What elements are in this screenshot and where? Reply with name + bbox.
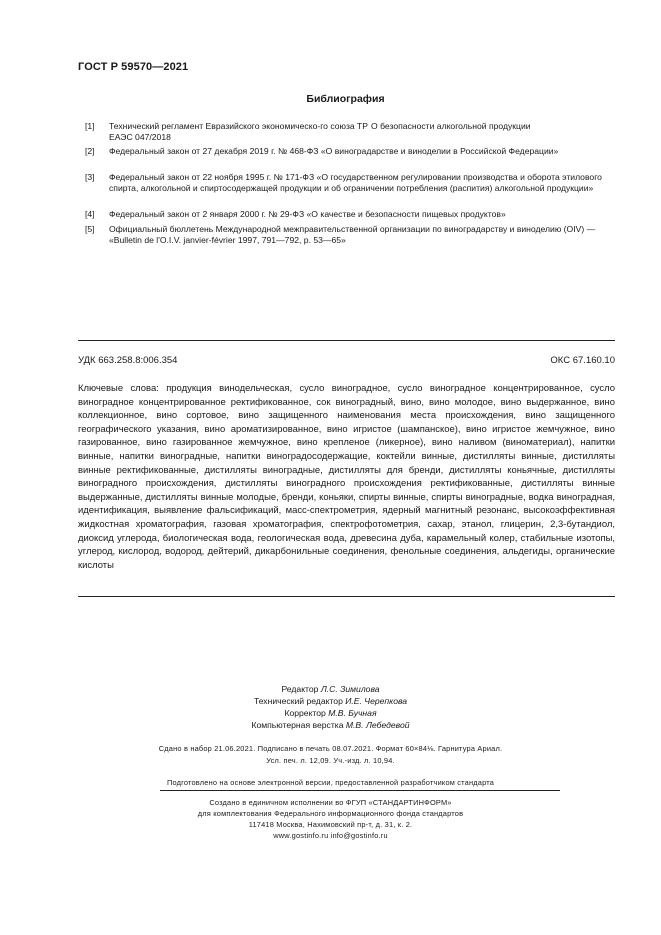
publisher-web: www.gostinfo.ru info@gostinfo.ru [273,831,388,840]
ref-number: [4] [85,209,95,219]
credit-line [0,719,661,731]
ref-number: [3] [85,172,95,182]
ref-text: Технический регламент Евразийского экономическо-го союза ТР ЕАЭС 047/2018 [109,121,369,142]
bibliography-entry [85,172,625,194]
imprint-line: Сдано в набор 21.06.2021. Подписано в печать 08.07.2021. Формат 60×84⅛. Гарнитура Ариал. [158,744,503,753]
standard-designation: ГОСТ Р 59570—2021 [78,61,189,73]
credit-line [0,695,661,707]
ref-number: [5] [85,224,95,234]
publisher-line: для комплектования Федерального информационного фонда стандартов [197,809,464,818]
separator-line [160,790,560,791]
separator-line [78,596,615,597]
bibliography-entry [85,146,625,157]
ref-text: Федеральный закон от 27 декабря 2019 г. № 468-ФЗ «О виноградарстве и виноделии в Российской Федерации» [109,146,559,156]
credit-name: М.В. Лебедевой [345,720,410,730]
credit-name: И.Е. Черепкова [345,696,408,706]
credit-name: М.В. Бучная [328,708,377,718]
separator-line [78,340,615,341]
udc-code: УДК 663.258.8:006.354 [78,355,178,366]
bibliography-entry [85,224,625,246]
bibliography-entry [85,209,625,220]
publisher-line: Создано в единичном исполнении во ФГУП «СТАНДАРТИНФОРМ» [209,798,452,807]
bibliography-title: Библиография [306,93,385,105]
keywords-paragraph: Ключевые слова: продукция винодельческая, сусло виноградное, сусло виноградное концентрированное, сусло виноградное концентрированное ректификованное, сок виноградный, вино, вино молодое, вино выдержанное, вино коллекционное, вино сортовое, вино защищенного наименования места происхождения, вино защищенного географического указания, вино ароматизированное, вино игристое (шампанское), вино игристое жемчужное, вино газированное, вино газированное жемчужное, вино крепленое (ликерное), вино наливом (виноматериал), напитки винные, напитки виноградные, напитки виноградосодержащие, коктейли винные, дистилляты винные, дистилляты винные ректификованные, дистилляты виноградные, дистилляты для бренди, дистилляты коньячные, дистилляты винограднoго происхождения, дистилляты виноградного происхождения ректификованные, дистилляты винные выдержанные, дистилляты винные молодые, бренди, коньяки, спирты винные, спирты виноградные, водка виноградная, идентификация, выявление фальсификаций, масс-спектрометрия, ядерный магнитный резонанс, высокоэффективная жидкостная хроматография, газовая хроматография, спектрофотометрия, сахар, этанол, глицерин, 2,3-бутандиол, диоксид углерода, биологическая вода, геологическая вода, древесина дуба, карамельный колер, стабильные изотопы, углерод, кислород, водород, дейтерий, дикарбонильные соединения, фенольные соединения, альдегиды, органические кислоты [78,383,615,571]
credit-role: Редактор [281,684,319,694]
credit-role: Технический редактор [253,696,343,706]
ref-text: Федеральный закон от 22 ноября 1995 г. № 171-ФЗ «О государственном регулировании производства и оборота этилового спирта, алкогольной и спиртосодержащей продукции и об ограничении потребления (распития) алкогольной продукции» [109,172,602,193]
imprint-line: Усл. печ. л. 12,09. Уч.-изд. л. 10,94. [266,756,395,765]
oks-code: ОКС 67.160.10 [550,355,615,366]
publisher-address: 117418 Москва, Нахимовский пр-т, д. 31, к. 2. [248,820,413,829]
bibliography-entry [85,121,625,143]
credit-line [0,683,661,695]
ref-number: [2] [85,146,95,156]
ref-text: Официальный бюллетень Международной межправительственной организации по виноградарству и виноделию (OIV) — «Bulletin de l'O.I.V. janvier-février 1997, 791—792, p. 53—65» [109,224,596,245]
credit-name: Л.С. Зимилова [320,684,380,694]
ref-title: О безопасности алкогольной продукции [371,121,531,131]
credit-role: Компьютерная верстка [251,720,344,730]
credit-role: Корректор [284,708,326,718]
prepared-note: Подготовлено на основе электронной версии, предоставленной разработчиком стандарта [166,778,495,787]
ref-number: [1] [85,121,95,131]
credit-line [0,707,661,719]
ref-text: Федеральный закон от 2 января 2000 г. № 29-ФЗ «О качестве и безопасности пищевых продуктов» [109,209,506,219]
